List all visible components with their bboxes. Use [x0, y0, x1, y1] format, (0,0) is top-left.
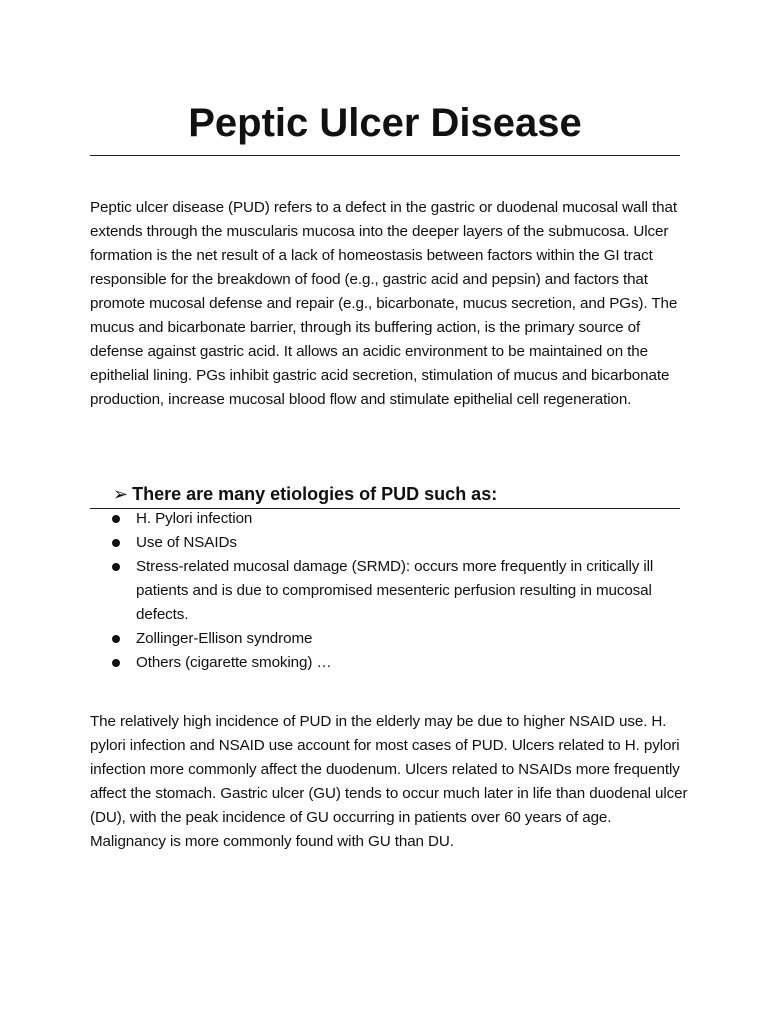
list-item-text: Zollinger-Ellison syndrome [136, 630, 313, 647]
list-item-text: Others (cigarette smoking) … [136, 654, 332, 671]
etiologies-section-header [113, 480, 680, 508]
list-item [110, 627, 690, 651]
title-divider [90, 155, 680, 156]
intro-paragraph: Peptic ulcer disease (PUD) refers to a defect in the gastric or duodenal mucosal wall that extends through the muscularis mucosa into the deeper layers of the submucosa. Ulcer formation is the net result of a lack of homeostasis between factors within the GI tract responsible for the breakdown of food (e.g., gastric acid and pepsin) and factors that promote mucosal defense and repair (e.g., bicarbonate, mucus secretion, and PGs). The mucus and bicarbonate barrier, through its buffering action, is the primary source of defense against gastric acid. It allows an acidic environment to be maintained on the epithelial lining. PGs inhibit gastric acid secretion, stimulation of mucus and bicarbonate production, increase mucosal blood flow and stimulate epithelial cell regeneration. [90, 199, 678, 408]
bullet-dot-icon [112, 539, 120, 547]
closing-paragraph: The relatively high incidence of PUD in the elderly may be due to higher NSAID use. H. pylori infection and NSAID use account for most cases of PUD. Ulcers related to H. pylori infection more commonly affect the duodenum. Ulcers related to NSAIDs more frequently affect the stomach. Gastric ulcer (GU) tends to occur much later in life than duodenal ulcer (DU), with the peak incidence of GU occurring in patients over 60 years of age. Malignancy is more commonly found with GU than DU. [90, 713, 688, 850]
section-heading: There are many etiologies of PUD such as: [132, 484, 498, 504]
etiologies-list [110, 507, 690, 675]
arrow-bullet-icon: ➢ [113, 484, 129, 504]
list-item [110, 651, 690, 675]
page-title: Peptic Ulcer Disease [188, 101, 582, 145]
list-item [110, 531, 690, 555]
bullet-dot-icon [112, 635, 120, 643]
bullet-dot-icon [112, 563, 120, 571]
list-item-text: Use of NSAIDs [136, 534, 237, 551]
list-item-text: Stress-related mucosal damage (SRMD): occurs more frequently in critically ill patients and is due to compromised mesenteric perfusion resulting in mucosal defects. [136, 558, 654, 623]
bullet-dot-icon [112, 515, 120, 523]
list-item [110, 555, 690, 627]
list-item-text: H. Pylori infection [136, 510, 253, 527]
list-item [110, 507, 690, 531]
bullet-dot-icon [112, 659, 120, 667]
